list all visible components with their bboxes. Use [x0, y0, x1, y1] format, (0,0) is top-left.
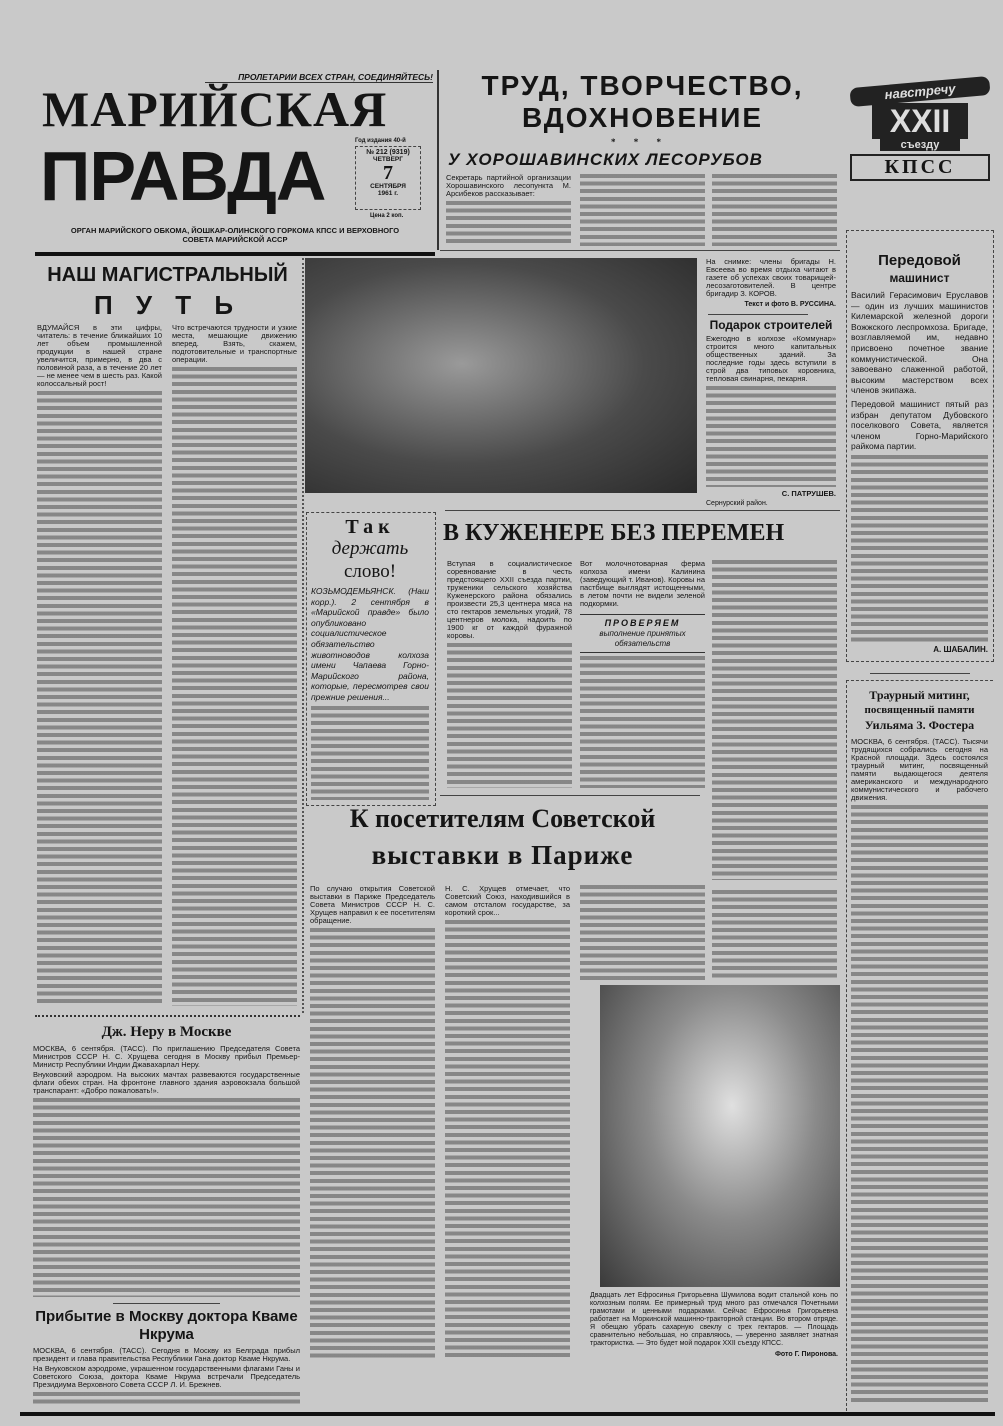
keep-word-headline-1: Так: [345, 516, 395, 538]
machinist-headline-1: Передовой: [878, 252, 961, 269]
paris-lead: По случаю открытия Советской выставки в Париже Председатель Совета Министров СССР Н. С. Хрущев направил к ее посетителям обращение.: [310, 884, 435, 925]
rule: [440, 250, 840, 251]
paris-lead2: Н. С. Хрущев отмечает, что Советский Союз, находившийся в самом отсталом государстве, за короткий срок...: [445, 884, 570, 917]
machinist-lead2: Передовой машинист пятый раз избран депутатом Дубовского поселкового Совета, является членом Горно-Марийского райкома партии.: [851, 398, 988, 452]
editorial-column-2: [172, 324, 297, 1006]
top-story-lead: Секретарь партийной организации Хорошавинского лесопункта М. Арсибеков рассказывает:: [446, 173, 571, 198]
badge-ribbon-top: навстречу: [849, 76, 990, 107]
foster-column: [851, 688, 988, 1403]
machinist-author: А. ШАБАЛИН.: [933, 645, 988, 654]
foster-headline-1: Траурный митинг,: [869, 688, 970, 702]
kuzhener-lead: Вступая в социалистическое соревнование в честь предстоящего XXII съезда партии, труженики сельского хозяйства Куженерского района обязались произвести 25,3 центнера мяса на сто гектаров земельных угодий, 78 центнеров молока, надоить по 1900 кг от каждой фуражной коровы.: [447, 559, 572, 640]
editorial-headline-2: П У Т Ь: [93, 290, 242, 320]
badge-numeral: XXII: [872, 103, 968, 139]
text-block: [446, 201, 571, 246]
text-block: [33, 1098, 300, 1297]
badge-party: КПСС: [850, 154, 990, 181]
gift-headline: Подарок строителей: [709, 318, 833, 332]
text-block: [172, 367, 297, 1006]
left-bottom-column: [33, 1022, 300, 1407]
check-box-title: ПРОВЕРЯЕМ: [604, 618, 681, 628]
newspaper-title-line1: МАРИЙСКАЯ: [42, 81, 388, 137]
keep-word-lead: КОЗЬМОДЕМЬЯНСК. (Наш корр.). 2 сентября в «Марийской правде» было опубликовано социалистическое обязательство животноводов колхоза имени Чапаева Горно-Марийского района, которые, пересмотрев свои прежние решения...: [311, 586, 429, 702]
nkrumah-lead: МОСКВА, 6 сентября. (ТАСС). Сегодня в Москву из Белграда прибыл президент и глава правительства Республики Гана доктор Кваме Нкрума.: [33, 1346, 300, 1363]
keep-word-column: [311, 516, 429, 800]
machinist-column: [851, 252, 988, 654]
foster-lead: МОСКВА, 6 сентября. (ТАСС). Тысячи трудящихся собрались сегодня на Красной площади. Здесь состоялся траурный митинг, посвященный памяти выдающегося деятеля американского и международного коммунистического и рабочего движения.: [851, 737, 988, 802]
editorial-lead: ВДУМАЙСЯ в эти цифры, читатель: в течение ближайших 10 лет объем промышленной продукции в нашей стране увеличится, примерно, в два с половиной раза, а в течение 20 лет — не менее чем в шесть раз. Какой колоссальный рост!: [37, 323, 162, 388]
text-block: [310, 928, 435, 1360]
organ-line: ОРГАН МАРИЙСКОГО ОБКОМА, ЙОШКАР-ОЛИНСКОГО ГОРКОМА КПСС И ВЕРХОВНОГО СОВЕТА МАРИЙСКОЙ АССР: [70, 226, 400, 244]
gift-district: Сернурский район.: [706, 500, 768, 507]
tractor-driver-photo: [600, 985, 840, 1287]
top-story-subhead: У ХОРОШАВИНСКИХ ЛЕСОРУБОВ: [448, 150, 763, 169]
top-story-headline: ТРУД, ТВОРЧЕСТВО, ВДОХНОВЕНИЕ: [481, 70, 804, 133]
text-block: [851, 455, 988, 642]
machinist-headline-2: машинист: [889, 271, 950, 285]
page-bottom-rule: [20, 1412, 995, 1416]
congress-badge: [850, 82, 990, 204]
stars-divider: * * *: [611, 137, 669, 147]
paris-headline-2: выставки в Париже: [371, 840, 634, 870]
photo-credit: Текст и фото В. РУССИНА.: [744, 301, 836, 308]
rule: [35, 1015, 300, 1017]
paris-column-1: [310, 885, 435, 1360]
badge-congress: съезду: [880, 139, 960, 151]
rule: [113, 1303, 220, 1304]
day: 7: [383, 162, 393, 184]
woman-photo-credit: Фото Г. Пиронова.: [774, 1351, 838, 1358]
year-of-issue: Год издания 40-й: [355, 138, 406, 144]
editorial-column-1: [37, 324, 162, 1006]
masthead-rule: [35, 252, 435, 256]
text-block: [712, 560, 837, 880]
text-block: [311, 706, 429, 800]
rule: [440, 795, 700, 796]
masthead-divider: [437, 70, 439, 250]
newspaper-title-line2: ПРАВДА: [40, 137, 326, 215]
kuzhener-lead2: Вот молочнотоварная ферма колхоза имени Калинина (заведующий т. Иванов). Коровы на пастбище выглядят истощенными, в летом почти не видели зеленой подкормки.: [580, 559, 705, 608]
rule: [708, 314, 808, 315]
rule: [870, 673, 970, 674]
text-block: [706, 386, 836, 487]
text-block: [445, 920, 570, 1360]
foster-headline-3: Уильяма З. Фостера: [864, 718, 975, 732]
keep-word-headline-2: держать: [331, 538, 409, 559]
text-block: [447, 643, 572, 788]
slogan: ПРОЛЕТАРИИ ВСЕХ СТРАН, СОЕДИНЯЙТЕСЬ!: [205, 72, 433, 83]
check-box: [580, 614, 705, 653]
foster-headline-2: посвященный памяти: [864, 704, 975, 716]
weekday: ЧЕТВЕРГ: [373, 156, 403, 163]
woman-photo-caption: Двадцать лет Ефросинья Григорьевна Шумилова водит стальной конь по колхозным полям. Ее примерный труд много раз отмечался Почетными грамотами и ценными подарками. Сейчас Ефросинья Григорьевна работает на Моркинской машинно-тракторной станции. Во втором отряде. Я обещаю убрать сахарную свеклу с трех гектаров. — Площадь сравнительно небольшая, но справляюсь, — уверенно заявляет знатная трактористка. — Это будет мой подарок XXII съезду КПСС.: [590, 1292, 838, 1347]
text-block: [712, 174, 837, 246]
column-rule: [302, 258, 304, 1013]
caption-gift-column: [706, 258, 836, 508]
top-story-column-1: [446, 174, 571, 246]
date-box: [355, 146, 421, 210]
nehru-lead2: Внуковский аэродром. На высоких мачтах развеваются государственные флаги обеих стран. На фронтоне главного здания аэровокзала большой транспарант: «Добро пожаловать!».: [33, 1070, 300, 1095]
year: 1961 г.: [377, 190, 399, 197]
nehru-lead: МОСКВА, 6 сентября. (ТАСС). По приглашению Председателя Совета Министров СССР Н. С. Хрущева сегодня в Москву прибыл Премьер-Министр Республики Индии Джавахарлал Неру.: [33, 1044, 300, 1069]
paris-column-2: [445, 885, 570, 1360]
paris-headline-1: К посетителям Советской: [349, 804, 656, 833]
text-block: [851, 805, 988, 1403]
editorial-lead2: Что встречаются трудности и узкие места, мешающие движению вперед. Взять, скажем, подготовительные и транспортные операции.: [172, 323, 297, 364]
kuzhener-column-2: [580, 560, 705, 788]
keep-word-headline-3: слово!: [343, 561, 397, 582]
text-block: [580, 885, 705, 980]
text-block: [712, 890, 837, 980]
kuzhener-column-1: [447, 560, 572, 788]
nehru-headline: Дж. Неру в Москве: [101, 1024, 232, 1040]
nkrumah-headline: Прибытие в Москву доктора Кваме Нкрума: [35, 1308, 298, 1343]
photo-caption: На снимке: члены бригады Н. Евсеева во время отдыха читают в газете об успехах своих товарищей-лесозаготовителей. В центре бригадир З. КОРОВ.: [706, 257, 836, 298]
machinist-lead: Василий Герасимович Еруславов — один из лучших машинистов Килемарской железной дороги Вожжского леспромхоза. Бригаде, возглавляемой им, недавно присвоено почетное звание коммунистической. Она завоевано слаженной работой, высоким мастерством всех членов экипажа.: [851, 290, 988, 396]
text-block: [580, 174, 705, 246]
editorial-headline-1: НАШ МАГИСТРАЛЬНЫЙ: [47, 264, 288, 286]
month: СЕНТЯБРЯ: [370, 183, 406, 190]
text-block: [580, 656, 705, 788]
kuzhener-headline: В КУЖЕНЕРЕ БЕЗ ПЕРЕМЕН: [443, 520, 785, 546]
check-box-subtitle: выполнение принятых обязательств: [599, 629, 686, 648]
text-block: [37, 391, 162, 1006]
text-block: [33, 1392, 300, 1407]
rule: [445, 510, 840, 511]
price: Цена 2 коп.: [370, 213, 404, 219]
gift-lead: Ежегодно в колхозе «Коммунар» строится много капитальных общественных зданий. За последние годы здесь вступили в строй два типовых коровника, тепловая свинарня, пекарня.: [706, 334, 836, 383]
issue-number: № 212 (9319): [366, 149, 410, 156]
lumberjacks-photo: [305, 258, 697, 493]
woman-photo-caption-column: [590, 1292, 838, 1407]
nkrumah-lead2: На Внуковском аэродроме, украшенном государственными флагами Ганы и Советского Союза, доктора Кваме Нкрума встречали Председатель Президиума Верховного Совета СССР Л. И. Брежнев.: [33, 1364, 300, 1389]
gift-author: С. ПАТРУШЕВ.: [781, 489, 836, 498]
